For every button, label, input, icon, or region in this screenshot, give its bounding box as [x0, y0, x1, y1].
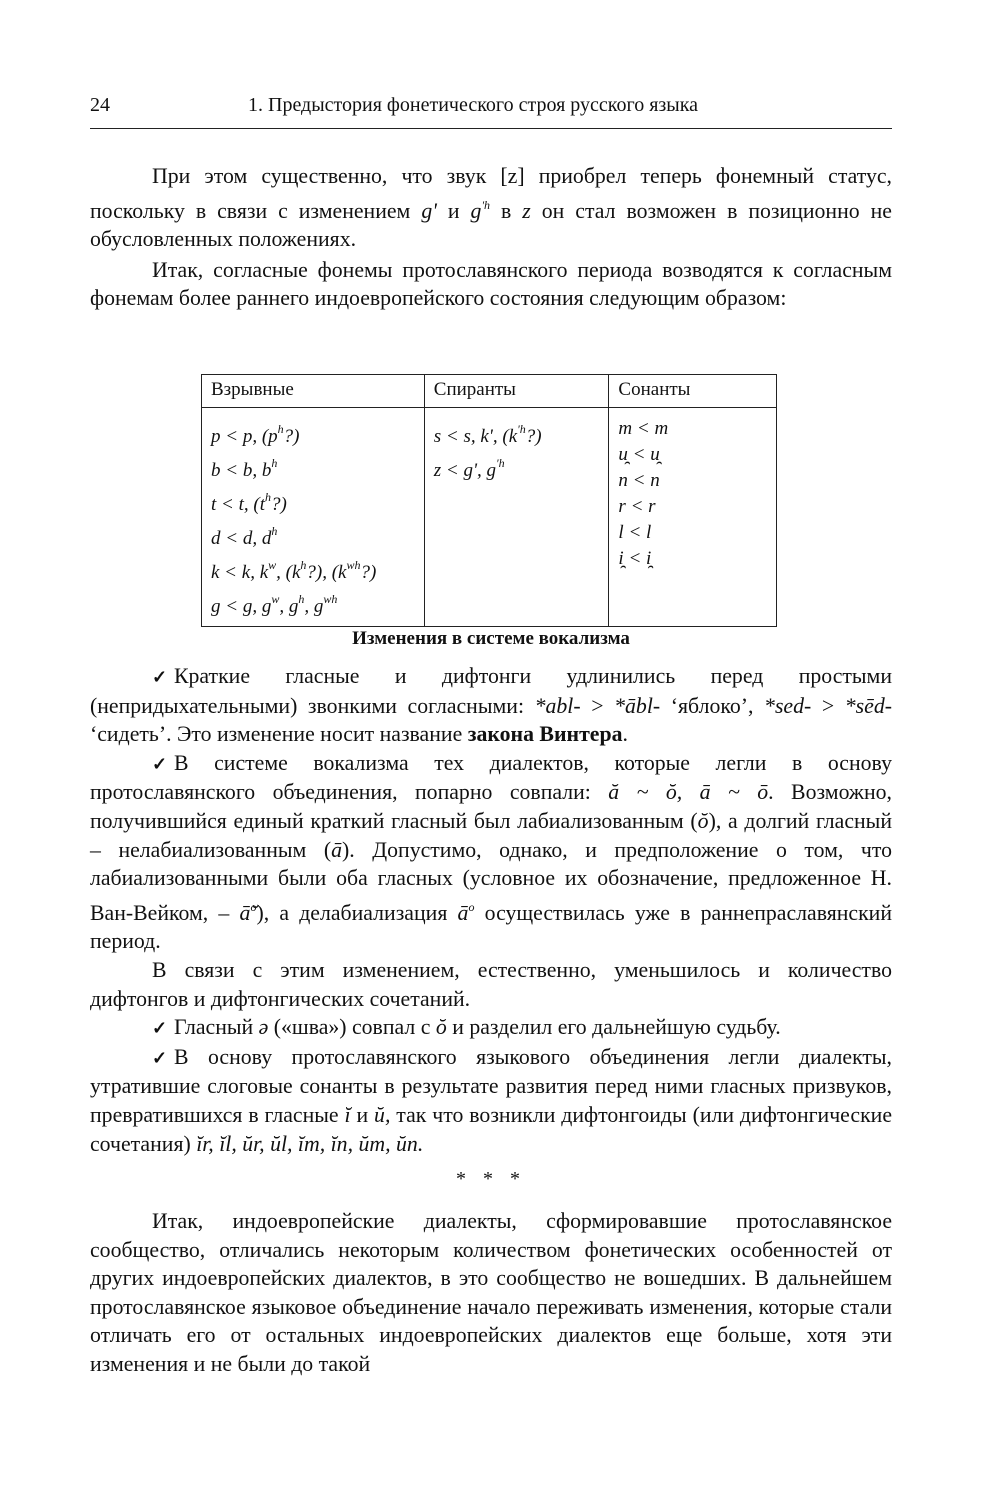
sonant-i: i̯ < i̯: [618, 548, 652, 569]
header-stops: Взрывные: [202, 375, 425, 408]
stop-g: g < g, $g^w$, $g^h$, $g^{wh}$: [211, 592, 338, 617]
paragraph-3: В связи с этим изменением, естественно, уменьшилось и количество дифтонгов и дифтонгических сочетаний.: [90, 957, 892, 1011]
page-header: [90, 94, 892, 129]
check-icon: ✓: [152, 667, 168, 687]
bullet-paragraph-4: ✓ В основу протославянского языкового объединения легли диалекты, утратившие слоговые сонанты в результате развития перед ними гласных призвуков, превратившихся в гласные ĭ и ŭ, так что возникли дифтонгоиды (или дифтонгические сочетания) ĭr, ĭl, ŭr, ŭl, ĭm, ĭn, ŭm, ŭn.: [90, 1044, 893, 1156]
sonant-n: n < n: [618, 470, 660, 491]
page-number: 24: [90, 94, 110, 116]
closing-paragraph: Итак, индоевропейские диалекты, сформировавшие протославянское сообщество, отличались некоторым количеством фонетических особенностей от других индоевропейских диалектов, в это сообщество не вошедших. В дальнейшем протославянское языковое объединение начало переживать изменения, которые стали отличать его от остальных индоевропейских диалектов еще больше, хотя эти изменения и не были до такой: [90, 1209, 892, 1376]
stops-cell: [202, 408, 425, 627]
table-body-row: [202, 408, 777, 627]
running-title: 1. Предыстория фонетического строя русского языка: [248, 94, 699, 116]
stop-b: b < b, $b^h$: [211, 456, 278, 481]
bullet-paragraph-2: ✓ В системе вокализма тех диалектов, которые легли в основу протославянского объединения, попарно совпали: ă ~ ŏ, ā ~ ō. Возможно, получившийся единый краткий гласный был лабиализованным (ŏ), а долгий гласный – нелабиализованным (ā). Допустимо, однако, и предположение о том, что лабиализованными были оба гласных (условное их обозначение, предложенное Н. Ван-Вейком, – ā̆$^o$), а делабиализация $ā^o$ осуществилась уже в раннепраславянский период.: [90, 750, 893, 954]
stop-d: d < d, $d^h$: [211, 524, 278, 549]
spirant-z: z < g', $g^{'h}$: [433, 456, 505, 481]
check-icon: ✓: [152, 1018, 168, 1039]
check-icon: ✓: [152, 753, 168, 774]
header-sonants: Сонанты: [609, 375, 777, 408]
check-icon: ✓: [152, 1047, 168, 1068]
consonant-table: [201, 374, 777, 627]
sonant-r: r < r: [618, 496, 656, 517]
section-separator: * * *: [456, 1168, 526, 1190]
sonant-m: m < m: [618, 418, 669, 439]
sonant-u: u̯ < u̯: [618, 444, 660, 465]
closing-text: [90, 1207, 892, 1379]
spirant-s: s < s, k', $(k^{'h}?)$: [433, 422, 542, 447]
intro-paragraph-1: При этом существенно, что звук [z] приобрел теперь фонемный статус, поскольку в связи с изменением g' и $g^{'h}$ в z он стал возможен в позиционно не обусловленных положениях.: [90, 164, 892, 252]
header-spirants: Спиранты: [424, 375, 609, 408]
section-heading: Изменения в системе вокализма: [352, 628, 630, 649]
intro-paragraph-2: Итак, согласные фонемы протославянского периода возводятся к согласным фонемам более раннего индоевропейского состояния следующим образом:: [90, 257, 892, 311]
stop-k: k < k, $k^w$, $(k^h?)$, $(k^{wh}?)$: [211, 558, 377, 583]
bullet-paragraph-3: ✓ Гласный ə («шва») совпал с ŏ и разделил его дальнейшую судьбу.: [90, 1013, 892, 1043]
bullet-paragraph-1: ✓ Краткие гласные и дифтонги удлинились перед простыми (непридыхательными) звонкими согласными: *abl- > *ābl- ‘яблоко’, *sed- > *sēd- ‘сидеть’. Это изменение носит название закона Винтера.: [90, 664, 892, 747]
sonant-l: l < l: [618, 522, 652, 543]
vocalism-text: [90, 662, 892, 1158]
table-header-row: [202, 375, 777, 408]
sonants-cell: [609, 408, 777, 627]
intro-text: [90, 162, 892, 313]
stop-p: p < p, $(p^h?)$: [211, 422, 300, 447]
spirants-cell: [424, 408, 609, 627]
stop-t: t < t, $(t^h?)$: [211, 490, 287, 515]
